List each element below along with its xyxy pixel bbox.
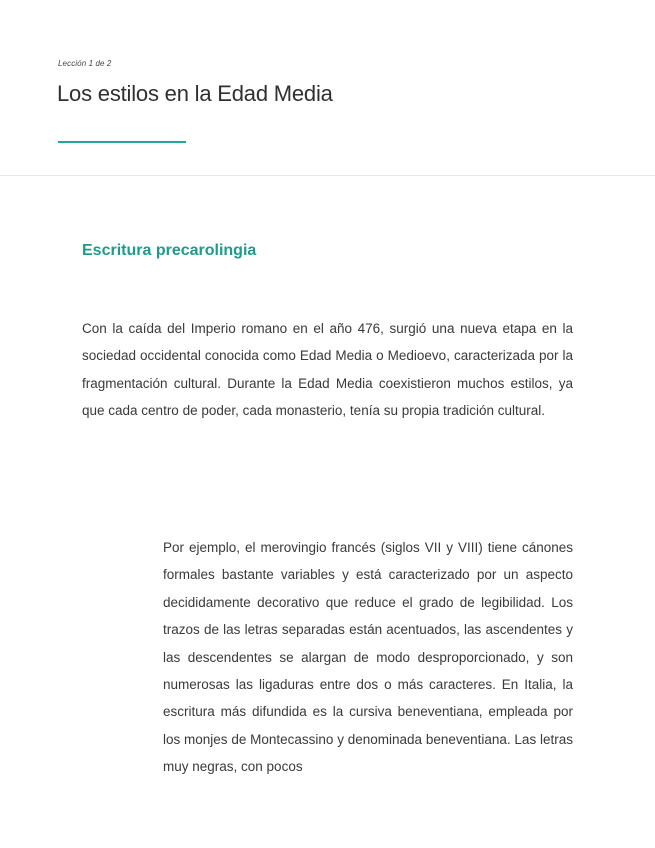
indented-paragraph: Por ejemplo, el merovingio francés (siglos VII y VIII) tiene cánones formales bastante variables y está caracterizado por un aspecto decididamente decorativo que reduce el grado de legibilidad. Los trazos de las letras separadas están acentuados, las ascendentes y las descendentes se alargan de modo desproporcionado, y son numerosas las ligaduras entre dos o más caracteres. En Italia, la escritura más difundida es la cursiva beneventiana, empleada por los monjes de Montecassino y denominada beneventiana. Las letras muy negras, con pocos	[163, 540, 573, 775]
lesson-header	[0, 0, 655, 176]
title-underline	[58, 141, 186, 143]
intro-paragraph: Con la caída del Imperio romano en el año 476, surgió una nueva etapa en la sociedad occidental conocida como Edad Media o Medioevo, caracterizada por la fragmentación cultural. Durante la Edad Media coexistieron muchos estilos, ya que cada centro de poder, cada monasterio, tenía su propia tradición cultural.	[82, 321, 573, 419]
section-heading: Escritura precarolingia	[82, 242, 257, 259]
lesson-title: Los estilos en la Edad Media	[57, 81, 333, 106]
lesson-counter: Lección 1 de 2	[58, 59, 112, 68]
